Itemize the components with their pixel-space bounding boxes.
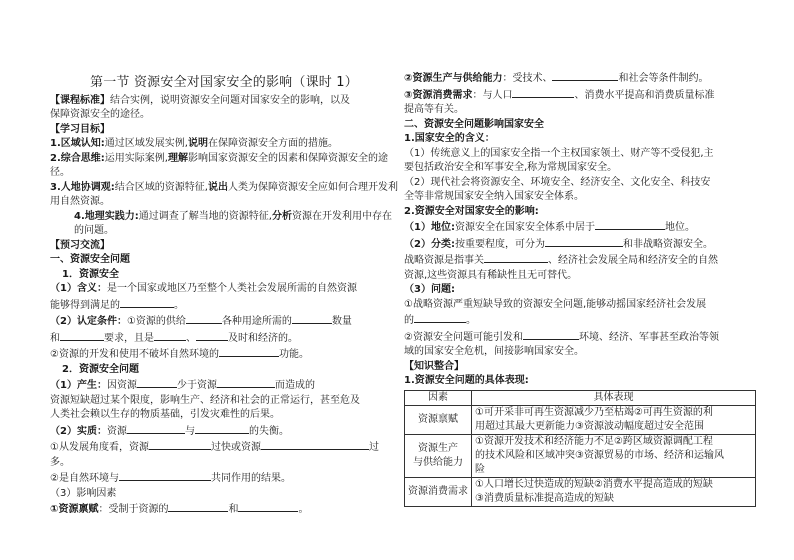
preview-header: 【预习交流】 [50, 239, 110, 251]
right-column [404, 70, 756, 507]
criteria-line-1 [50, 313, 398, 330]
objective-4-verb: 分析 [271, 210, 292, 222]
problem-text-b: 的 [404, 315, 414, 326]
objective-3-tail: 人类为保障资源安全应如何合理开发利用自然资源。 [50, 181, 398, 207]
detail-line: ①可开采非可再生资源减少乃至枯竭②可再生资源的利 [475, 406, 713, 418]
essence-line-2 [50, 439, 398, 456]
blank-meaning[interactable] [120, 297, 174, 308]
table-cell-detail [472, 477, 756, 506]
criteria-line-2 [50, 330, 398, 347]
standard-line-1 [50, 94, 398, 109]
strategic-text-a: 战略资源是指事关 [404, 255, 484, 266]
summary-table [404, 390, 756, 507]
traditional-line-1: （1）传统意义上的国家安全指一个主权国家领土、财产等不受侵犯,主 [404, 147, 714, 159]
detail-line: ③消费质量标准提高造成的短缺 [475, 492, 614, 504]
table-cell-detail [472, 434, 756, 477]
blank-criteria-2[interactable] [292, 313, 332, 324]
detail-line: ①资源开发技术和经济能力不足②跨区域资源调配工程 [475, 435, 713, 447]
cause-text-b: 少于资源 [176, 380, 217, 391]
table-header-row [405, 390, 756, 405]
meaning-text-2: 能够得到满足的 [50, 299, 120, 311]
essence-text-h: ②是自然环境与 [50, 473, 119, 484]
objective-3 [50, 181, 398, 210]
consumption-text-b: 、消费水平提高和消费质量标准 [574, 89, 715, 101]
objective-4 [50, 210, 398, 239]
criteria-text-c: 数量 [331, 316, 352, 327]
endowment-label: ①资源禀赋 [50, 504, 99, 515]
objective-1-name: 1.区域认知: [50, 138, 105, 149]
essence-text-d: ①从发展角度看，资源 [50, 442, 149, 453]
resource-problem-heading: 2．资源安全问题 [62, 363, 139, 375]
essence-text-f: 过 [368, 442, 379, 453]
standard-line-2: 保障资源安全的途径。 [50, 109, 150, 120]
meaning-end: 。 [174, 299, 184, 311]
objective-1-verb: 说明 [187, 138, 208, 149]
objective-3-name: 3.人地协调观: [50, 181, 115, 193]
classification-text-a: 按重要程度，可分为 [454, 238, 545, 250]
criteria-text-e: 要求，且是 [104, 332, 154, 344]
blank-consumption[interactable] [512, 87, 574, 98]
endowment-line [50, 501, 398, 518]
position-text-a: 资源安全在国家安全体系中居于 [454, 222, 595, 233]
resource-security-heading: 1．资源安全 [62, 268, 119, 280]
position-label: （1）地位: [404, 222, 455, 233]
problem-text-e: 环境、经济、军事甚至政治等领 [578, 331, 719, 343]
consumption-line-1 [404, 87, 756, 104]
criteria-line-3 [50, 346, 398, 363]
blank-strategic[interactable] [484, 252, 548, 263]
table-row [405, 405, 756, 434]
blank-essence-1[interactable] [127, 423, 185, 434]
cause-line-2: 资源短缺超过某个限度，影响生产、经济和社会的正常运行，甚至危及 [50, 394, 360, 406]
standard-label: 【课程标准】 [50, 94, 110, 106]
criteria-text-g: 及时和经济的。 [228, 332, 298, 344]
objective-2 [50, 152, 398, 181]
essence-text-i: 共同作用的结果。 [210, 473, 291, 484]
criteria-text-a: ①资源的供给 [126, 316, 186, 327]
modern-line-1: （2）现代社会将资源安全、环境安全、经济安全、文化安全、科技安 [404, 176, 711, 188]
table-title: 1.资源安全问题的具体表现: [404, 375, 529, 386]
objective-4-text: 通过调查了解当地的资源特征, [138, 210, 272, 222]
detail-line: 险 [475, 463, 485, 475]
essence-label: （2）实质： [50, 425, 107, 437]
blank-criteria-3[interactable] [60, 330, 104, 341]
blank-endowment-2[interactable] [238, 501, 298, 512]
objective-4-tail: 资源在开发利用中存在的问题。 [74, 210, 392, 236]
blank-position[interactable] [595, 219, 665, 230]
endowment-text-c: 。 [298, 504, 309, 515]
table-cell-factor: 资源消费需求 [405, 477, 472, 506]
national-security-heading: 1.国家安全的含义： [404, 133, 495, 144]
blank-cause-2[interactable] [217, 377, 275, 388]
table-row [405, 434, 756, 477]
cause-text-a: 因资源 [106, 380, 137, 391]
left-column [50, 76, 398, 518]
problem-label: （3）问题: [404, 284, 455, 295]
objective-2-tail: 影响国家资源安全的因素和保障资源安全的途径。 [50, 152, 388, 178]
section-2-heading: 二、资源安全问题影响国家安全 [404, 118, 544, 130]
consumption-label: ③资源消费需求 [404, 89, 473, 101]
knowledge-header: 【知识整合】 [404, 360, 464, 372]
essence-line-3: 多。 [50, 456, 70, 468]
table-cell-detail [472, 405, 756, 434]
meaning-line-1 [50, 282, 398, 297]
position-line [404, 219, 756, 236]
objective-1 [50, 137, 398, 152]
essence-text-b: 与 [184, 425, 195, 437]
standard-text-1: 结合实例，说明资源安全问题对国家安全的影响，以及 [110, 94, 350, 106]
blank-classification[interactable] [545, 236, 623, 247]
factor-line: 资源生产 [418, 442, 458, 454]
detail-line: 的技术风险和区域冲突③资源贸易的市场、经济和运输风 [475, 449, 724, 461]
cause-label: （1）产生： [50, 380, 107, 391]
objective-2-verb: 理解 [167, 152, 188, 164]
objective-2-text: 运用实际案例, [104, 152, 168, 164]
traditional-line-2: 要包括政治安全和军事安全,称为常规国家安全。 [404, 162, 618, 173]
objective-3-text: 结合区域的资源特征, [114, 181, 208, 193]
problem-line-4: 域的国家安全危机，间接影响国家安全。 [404, 346, 584, 357]
blank-criteria-1[interactable] [186, 313, 222, 324]
objective-2-name: 2.综合思维: [50, 152, 105, 164]
criteria-text-b: 各种用途所需的 [221, 316, 292, 327]
meaning-text: 是一个国家或地区乃至整个人类社会发展所需的自然资源 [106, 283, 357, 294]
blank-production[interactable] [552, 70, 618, 81]
factors-heading: （3）影响因素 [50, 487, 117, 499]
classification-label: （2）分类: [404, 238, 455, 250]
endowment-text-b: 和 [228, 504, 239, 515]
criteria-text-h: ②资源的开发和使用不破坏自然环境的 [50, 349, 219, 360]
blank-essence-2[interactable] [195, 423, 249, 434]
endowment-text-a: ：受制于资源的 [98, 504, 169, 515]
position-text-b: 地位。 [664, 222, 695, 233]
consumption-line-2: 提高等有关。 [404, 104, 464, 115]
criteria-label: （2）认定条件： [50, 316, 127, 327]
classification-text-b: 和非战略资源安全。 [622, 238, 713, 250]
page-title: 第一节 资源安全对国家安全的影响（课时 1） [90, 75, 358, 90]
objective-3-verb: 说出 [207, 181, 228, 193]
classification-line [404, 236, 756, 253]
table-header-detail: 具体表现 [472, 390, 756, 405]
blank-criteria-5[interactable] [196, 330, 228, 341]
cause-line-3: 人类社会赖以生存的物质基础，引发灾难性的后果。 [50, 409, 280, 420]
table-cell-factor [405, 434, 472, 477]
problem-line-2 [404, 312, 756, 329]
cause-line-1 [50, 377, 398, 394]
blank-problem-1[interactable] [414, 312, 466, 323]
detail-line: 用超过其最大更新能力③资源波动幅度超过安全范围 [475, 420, 704, 432]
blank-essence-3[interactable] [149, 439, 211, 450]
essence-line-1 [50, 423, 398, 440]
essence-text-e: 过快或资源 [210, 442, 261, 453]
objective-1-text: 通过区域发展实例, [104, 138, 188, 149]
table-cell-factor: 资源禀赋 [405, 405, 472, 434]
production-line [404, 70, 756, 87]
blank-criteria-6[interactable] [219, 346, 279, 357]
criteria-text-i: 功能。 [278, 349, 309, 360]
production-text-a: ：受技术、 [502, 73, 553, 84]
blank-essence-4[interactable] [261, 439, 369, 450]
detail-line: ①人口增长过快造成的短缺②消费水平提高造成的短缺 [475, 478, 713, 490]
impact-heading: 2.资源安全对国家安全的影响: [404, 205, 539, 217]
problem-text-c: 。 [466, 315, 476, 326]
meaning-label: （1）含义： [50, 283, 107, 294]
strategic-line-2: 资源,这些资源具有稀缺性且无可替代。 [404, 269, 578, 281]
factor-line: 与供给能力 [413, 456, 463, 468]
problem-line-1: ①战略资源严重短缺导致的资源安全问题,能够动摇国家经济社会发展 [404, 298, 707, 310]
strategic-line-1 [404, 252, 756, 269]
section-1-heading: 一、资源安全问题 [50, 254, 130, 265]
problem-text-d: ②资源安全问题可能引发和 [404, 331, 523, 343]
criteria-text-d: 和 [50, 332, 60, 344]
table-header-factor: 因素 [405, 390, 472, 405]
consumption-text-a: ：与人口 [472, 89, 513, 101]
problem-heading [404, 283, 756, 298]
blank-criteria-4[interactable] [154, 330, 186, 341]
blank-essence-5[interactable] [119, 470, 211, 481]
production-label: ②资源生产与供给能力 [404, 73, 503, 84]
objective-1-tail: 在保障资源安全方面的措施。 [207, 138, 338, 149]
essence-text-c: 的失衡。 [248, 425, 289, 437]
criteria-text-f: 、 [186, 332, 196, 344]
production-text-b: 和社会等条件制约。 [618, 73, 709, 84]
objective-4-name: 4.地理实践力: [74, 210, 139, 222]
cause-text-c: 而造成的 [274, 380, 315, 391]
meaning-line-2 [50, 297, 398, 314]
essence-text-a: 资源 [106, 425, 127, 437]
blank-problem-2[interactable] [523, 329, 579, 340]
modern-line-2: 全等非常规国家安全纳入国家安全体系。 [404, 191, 584, 202]
table-row [405, 477, 756, 506]
objectives-header: 【学习目标】 [50, 123, 110, 135]
problem-line-3 [404, 329, 756, 346]
strategic-text-b: 、经济社会发展全局和经济安全的自然 [548, 255, 718, 266]
essence-line-4 [50, 470, 398, 487]
blank-endowment-1[interactable] [168, 501, 228, 512]
blank-cause-1[interactable] [137, 377, 177, 388]
